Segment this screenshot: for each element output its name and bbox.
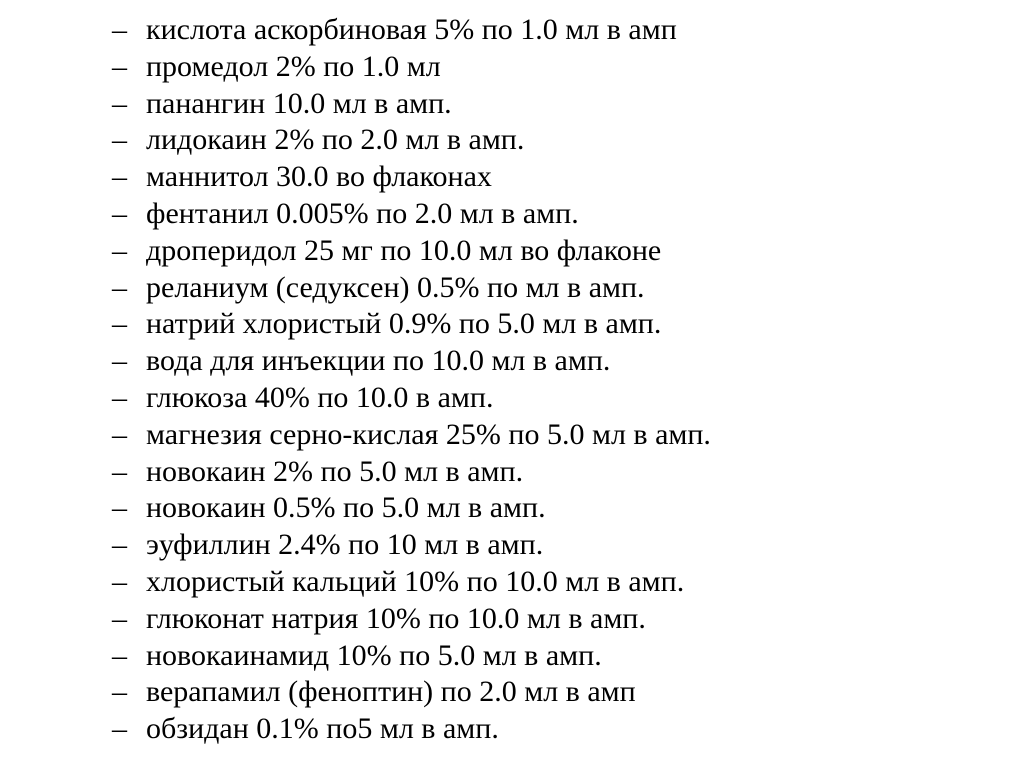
dash-bullet: – xyxy=(112,233,127,267)
dash-bullet: – xyxy=(112,675,127,709)
list-item-text: верапамил (феноптин) по 2.0 мл в амп xyxy=(146,675,636,709)
medication-list xyxy=(112,12,711,748)
dash-bullet: – xyxy=(112,454,127,488)
dash-bullet: – xyxy=(112,638,127,672)
list-item xyxy=(112,454,711,491)
dash-bullet: – xyxy=(112,196,127,230)
list-item-text: реланиум (седуксен) 0.5% по мл в амп. xyxy=(146,270,645,304)
list-item-text: хлористый кальций 10% по 10.0 мл в амп. xyxy=(146,564,685,598)
list-item-text: новокаин 0.5% по 5.0 мл в амп. xyxy=(146,491,546,525)
dash-bullet: – xyxy=(112,417,127,451)
list-item xyxy=(112,12,711,49)
dash-bullet: – xyxy=(112,564,127,598)
list-item xyxy=(112,196,711,233)
dash-bullet: – xyxy=(112,380,127,414)
list-item-text: эуфиллин 2.4% по 10 мл в амп. xyxy=(146,528,544,562)
list-item xyxy=(112,601,711,638)
list-item xyxy=(112,49,711,86)
list-item xyxy=(112,86,711,123)
dash-bullet: – xyxy=(112,601,127,635)
list-item-text: глюкоза 40% по 10.0 в амп. xyxy=(146,380,494,414)
dash-bullet: – xyxy=(112,86,127,120)
list-item-text: фентанил 0.005% по 2.0 мл в амп. xyxy=(146,196,579,230)
list-item xyxy=(112,638,711,675)
list-item xyxy=(112,159,711,196)
list-item-text: обзидан 0.1% по5 мл в амп. xyxy=(146,712,499,746)
list-item xyxy=(112,417,711,454)
list-item-text: кислота аскорбиновая 5% по 1.0 мл в амп xyxy=(146,13,677,46)
list-item-text: магнезия серно-кислая 25% по 5.0 мл в амп. xyxy=(146,417,711,451)
dash-bullet: – xyxy=(112,49,127,83)
list-item-text: маннитол 30.0 во флаконах xyxy=(146,160,492,194)
dash-bullet: – xyxy=(112,491,127,525)
list-item-text: дроперидол 25 мг по 10.0 мл во флаконе xyxy=(146,233,662,267)
list-item-text: вода для инъекции по 10.0 мл в амп. xyxy=(146,344,611,378)
list-item-text: лидокаин 2% по 2.0 мл в амп. xyxy=(146,123,525,157)
dash-bullet: – xyxy=(112,344,127,378)
dash-bullet: – xyxy=(112,160,127,194)
dash-bullet: – xyxy=(112,123,127,157)
list-item xyxy=(112,306,711,343)
list-item xyxy=(112,564,711,601)
list-item xyxy=(112,674,711,711)
list-item xyxy=(112,122,711,159)
list-item-text: панангин 10.0 мл в амп. xyxy=(146,86,452,120)
list-item xyxy=(112,490,711,527)
list-item xyxy=(112,380,711,417)
list-item-text: натрий хлористый 0.9% по 5.0 мл в амп. xyxy=(146,307,662,341)
dash-bullet: – xyxy=(112,712,127,746)
list-item-text: глюконат натрия 10% по 10.0 мл в амп. xyxy=(146,601,646,635)
dash-bullet: – xyxy=(112,307,127,341)
dash-bullet: – xyxy=(112,13,127,46)
list-item xyxy=(112,711,711,748)
dash-bullet: – xyxy=(112,528,127,562)
list-item xyxy=(112,343,711,380)
dash-bullet: – xyxy=(112,270,127,304)
list-item-text: новокаин 2% по 5.0 мл в амп. xyxy=(146,454,524,488)
list-item xyxy=(112,270,711,307)
list-item-text: новокаинамид 10% по 5.0 мл в амп. xyxy=(146,638,602,672)
list-item xyxy=(112,233,711,270)
list-item-text: промедол 2% по 1.0 мл xyxy=(146,49,441,83)
list-item xyxy=(112,527,711,564)
